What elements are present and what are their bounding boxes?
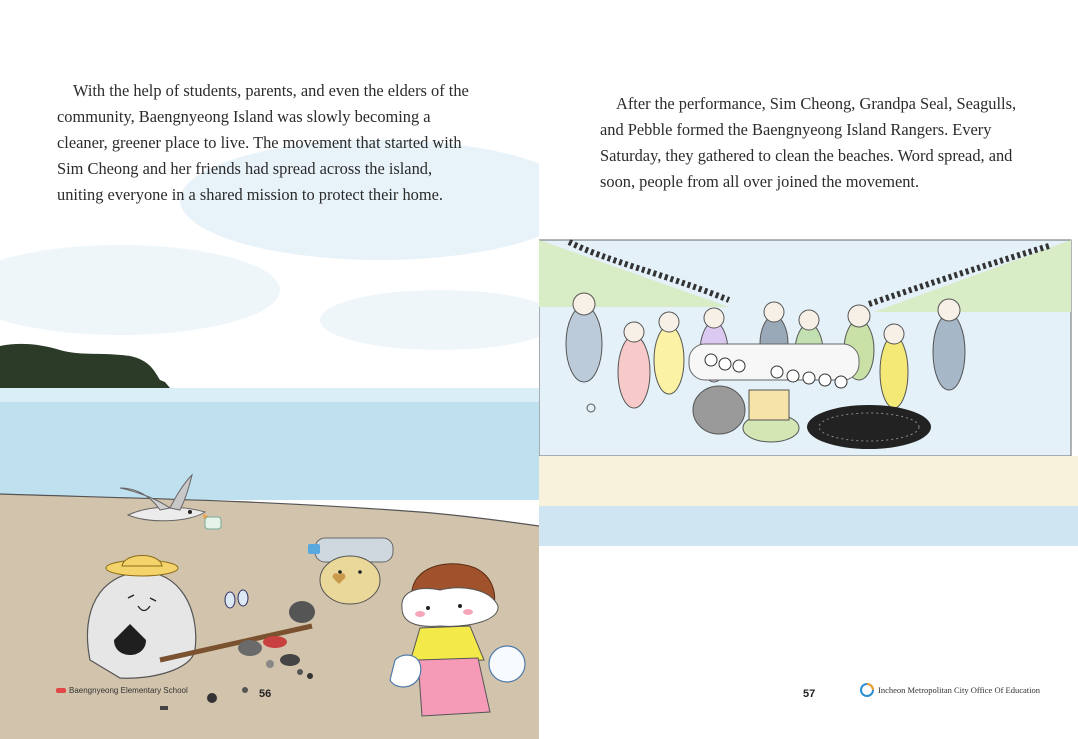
sandal — [238, 590, 248, 606]
school-logo-icon — [56, 688, 66, 693]
right-page — [539, 0, 1078, 739]
sky-wash — [0, 245, 280, 335]
office-logo-icon — [860, 683, 874, 697]
left-paragraph: With the help of students, parents, and even the elders of the community, Baengnyeong Island was slowly becoming a cleaner, greener place to live. The movement that started with Sim Cheong and her friends had spread across the island, uniting everyone in a shared mission to protect their home. — [57, 81, 469, 204]
sea-horizon — [0, 388, 539, 402]
sky-wash — [320, 290, 539, 350]
sandal — [225, 592, 235, 608]
rangers-illustration — [539, 232, 1078, 552]
sea — [0, 388, 539, 500]
island-headland — [0, 344, 170, 394]
footer-office — [860, 683, 1040, 697]
trash-bag — [693, 386, 745, 434]
trash-box — [749, 390, 789, 420]
scene-sea — [539, 506, 1078, 546]
page-number-left: 56 — [259, 688, 272, 700]
right-paragraph: After the performance, Sim Cheong, Grandpa Seal, Seagulls, and Pebble formed the Baengnyeong Island Rangers. Every Saturday, they gathered to clean the beaches. Word spread, and soon, people from all over joined the movement. — [600, 94, 1017, 191]
footer-school — [56, 686, 188, 695]
fishing-net-pile — [807, 405, 931, 449]
school-name: Baengnyeong Elementary School — [69, 686, 188, 695]
page-number-right: 57 — [803, 688, 816, 700]
scene-sand — [539, 456, 1078, 506]
office-name: Incheon Metropolitan City Office Of Education — [878, 685, 1041, 695]
